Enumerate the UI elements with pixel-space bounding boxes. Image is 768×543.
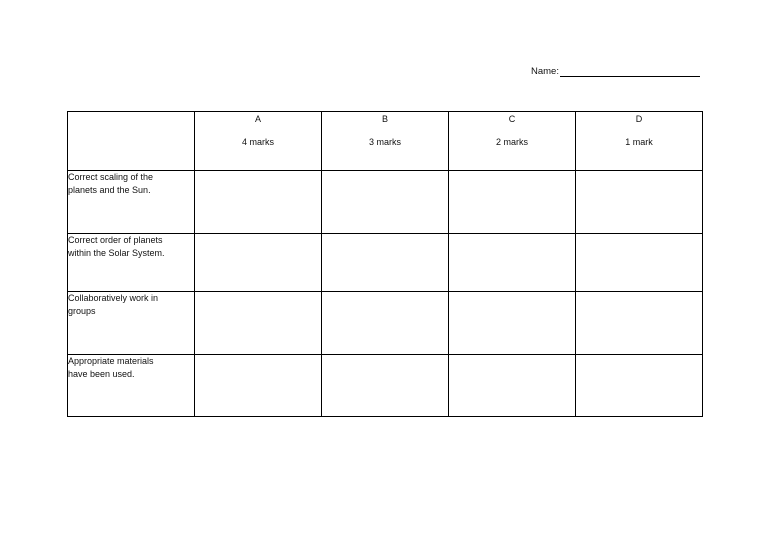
score-cell-a[interactable] [195, 355, 322, 417]
grade-marks: 2 marks [495, 137, 528, 147]
criterion-text-line: groups [68, 306, 96, 316]
score-cell-a[interactable] [195, 171, 322, 234]
criterion-text-line: Correct scaling of the [68, 172, 154, 182]
grade-letter: B [381, 114, 388, 124]
name-label: Name: [531, 66, 559, 77]
grade-header-a [195, 112, 322, 171]
rubric-row-scaling [68, 171, 703, 234]
grade-letter: D [635, 114, 643, 124]
grade-header-c [449, 112, 576, 171]
grade-letter: A [254, 114, 261, 124]
rubric-row-materials [68, 355, 703, 417]
score-cell-b[interactable] [322, 234, 449, 292]
rubric-header-row [68, 112, 703, 171]
rubric-row-collaboration [68, 292, 703, 355]
score-cell-d[interactable] [576, 355, 703, 417]
score-cell-b[interactable] [322, 171, 449, 234]
score-cell-c[interactable] [449, 234, 576, 292]
score-cell-a[interactable] [195, 292, 322, 355]
rubric-row-order [68, 234, 703, 292]
rubric-corner-cell [68, 112, 195, 171]
name-field [531, 66, 700, 77]
grade-marks: 4 marks [241, 137, 274, 147]
grade-marks: 1 mark [625, 137, 653, 147]
name-blank-line[interactable] [560, 66, 700, 77]
criterion-text-line: Correct order of planets [68, 235, 163, 245]
score-cell-d[interactable] [576, 234, 703, 292]
criterion-cell [68, 355, 195, 417]
criterion-cell [68, 234, 195, 292]
score-cell-c[interactable] [449, 292, 576, 355]
score-cell-b[interactable] [322, 292, 449, 355]
score-cell-b[interactable] [322, 355, 449, 417]
grade-header-b [322, 112, 449, 171]
criterion-text-line: within the Solar System. [68, 248, 165, 258]
criterion-text-line: have been used. [68, 369, 135, 379]
grade-header-d [576, 112, 703, 171]
grade-marks: 3 marks [368, 137, 401, 147]
score-cell-d[interactable] [576, 292, 703, 355]
criterion-text-line: planets and the Sun. [68, 185, 151, 195]
score-cell-c[interactable] [449, 171, 576, 234]
score-cell-d[interactable] [576, 171, 703, 234]
criterion-cell [68, 171, 195, 234]
score-cell-c[interactable] [449, 355, 576, 417]
rubric-table [67, 111, 703, 417]
criterion-text-line: Collaboratively work in [68, 293, 159, 303]
criterion-cell [68, 292, 195, 355]
score-cell-a[interactable] [195, 234, 322, 292]
grade-letter: C [508, 114, 516, 124]
criterion-text-line: Appropriate materials [68, 356, 154, 366]
